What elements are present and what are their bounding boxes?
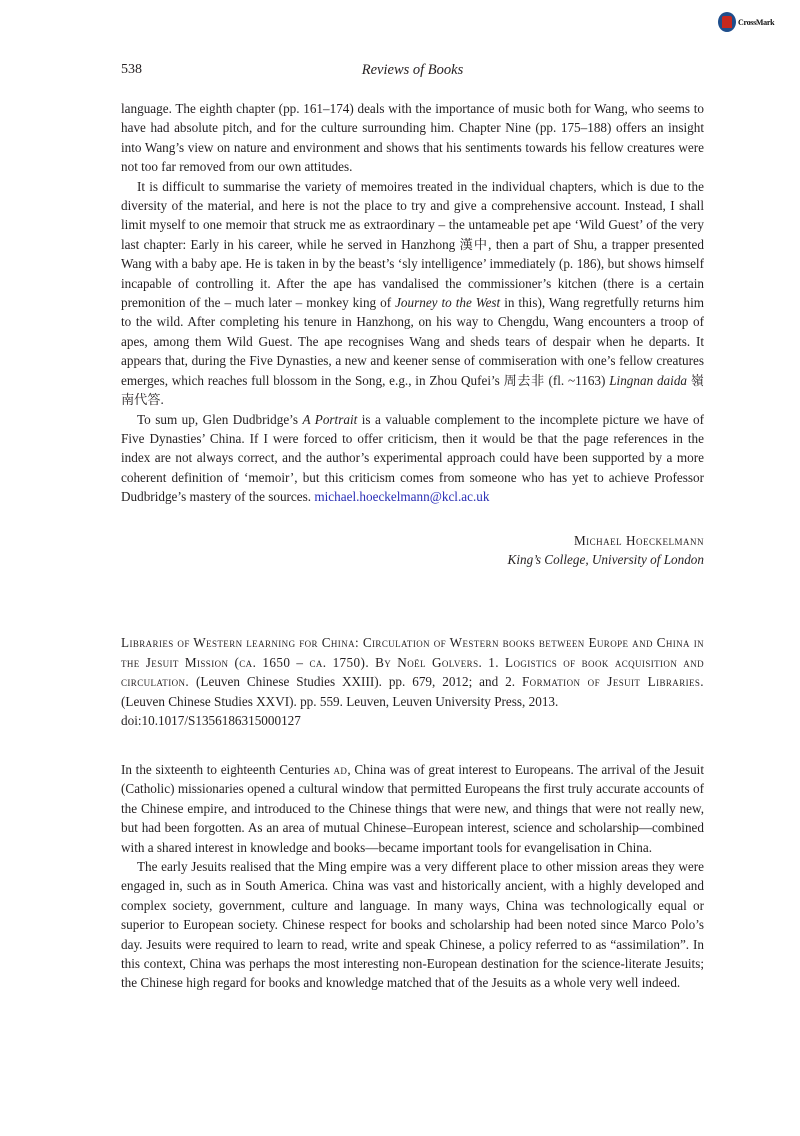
crossmark-icon bbox=[718, 12, 736, 32]
review-2-citation bbox=[121, 633, 704, 731]
text-span: , China was of great interest to Europeans. The arrival of the Jesuit (Catholic) missionaries opened a cultural window that permitted Europeans the first truly accurate accounts of the Chinese empire, and introduced to the Chinese things that were new, and things that were not really new, but had been forgotten. As an area of mutual Chinese–European interest, science and scholarship—combined with a shared interest in knowledge and books—became important tools for evangelisation in China. bbox=[121, 762, 704, 855]
review-1-body bbox=[121, 99, 704, 507]
text-span: is a valuable complement to the incomplete picture we have of Five Dynasties’ China. If I were forced to offer criticism, then it would be that the page references in the index are not always correct, and the author’s experimental approach could have been supported by a more coherent definition of ‘memoir’, but this criticism comes from someone who has yet to achieve Professor Dudbridge’s mastery of the sources. bbox=[121, 411, 704, 505]
review-2-paragraph-2: The early Jesuits realised that the Ming empire was a very different place to other mission areas they were engaged in, such as in South America. China was vast and historically ancient, with a highly developed and complex society, government, culture and language. In many ways, China was technologically equal or superior to European society. Chinese respect for books and scholarship had been noted since Marco Polo’s day. Jesuits were required to learn to read, write and speak Chinese, a policy referred to as “assimilation”. In this context, China was perhaps the most interesting non-European destination for the science-literate Jesuits; the Chinese high regard for books and knowledge matched that of the Jesuits as a whole very well indeed. bbox=[121, 859, 704, 991]
era-abbreviation: ad bbox=[333, 762, 348, 777]
crossmark-badge[interactable] bbox=[718, 12, 774, 32]
reviewer-email-link[interactable]: michael.hoeckelmann@kcl.ac.uk bbox=[314, 489, 490, 505]
reviewer-affiliation: King’s College, University of London bbox=[507, 552, 704, 567]
book-title-a-portrait: A Portrait bbox=[302, 411, 358, 427]
running-head bbox=[121, 62, 704, 82]
citation-publisher: (Leuven Chinese Studies XXVI). pp. 559. Leuven, Leuven University Press, 2013. bbox=[121, 693, 559, 709]
reviewer-name: Michael Hoeckelmann bbox=[573, 533, 704, 548]
text-span: 嶺南代答. bbox=[121, 372, 704, 408]
text-span: In the sixteenth to eighteenth Centuries bbox=[121, 762, 334, 777]
citation-title-2: Formation of Jesuit Libraries. bbox=[521, 674, 705, 690]
page-number: 538 bbox=[121, 62, 142, 77]
crossmark-label: CrossMark bbox=[738, 17, 775, 27]
doi: doi:10.1017/S1356186315000127 bbox=[121, 713, 301, 729]
review-1-paragraph-2 bbox=[121, 177, 704, 410]
citation-details: (Leuven Chinese Studies XXIII). pp. 679, 2012; and 2. bbox=[189, 674, 522, 690]
review-1-paragraph-1: language. The eighth chapter (pp. 161–174) deals with the importance of music both for Wang, who seems to have had absolute pitch, and for the culture surrounding him. Chapter Nine (pp. 175–188) offers an insight into Wang’s view on nature and environment and shows that his sentiments towards his fellow creatures were not too far removed from our own attitudes. bbox=[121, 101, 704, 175]
journal-section-title: Reviews of Books bbox=[361, 62, 464, 78]
book-title-journey-to-the-west: Journey to the West bbox=[395, 295, 501, 311]
text-span: It is difficult to summarise the variety of memoires treated in the individual chapters, which is due to the diversity of the material, and here is not the place to try and give a comprehensive account. Instead, I shall limit myself to one memoir that struck me as extraordinary – the untameable pet ape ‘Wild Guest’ of the very last chapter: Early in his career, while he served in Hanzhong 漢中, then a part of Shu, a trapper presented Wang with a baby ape. He is taken in by the beast’s ‘sly intelligence’ immediately (p. 186), but shows himself incapable of controlling it. After the ape has vandalised the commissioner’s kitchen (there is a certain premonition of the – much later – monkey king of bbox=[121, 178, 704, 311]
review-2-paragraph-1 bbox=[121, 760, 704, 857]
book-title-lingnan-daida: Lingnan daida bbox=[609, 372, 688, 388]
text-span: in this), Wang regretfully returns him to the wild. After completing his tenure in Hanzhong, on his way to Chengdu, Wang encounters a troop of apes, among them Wild Guest. The ape recognises Wang and sheds tears of despair when he departs. It appears that, during the Five Dynasties, a new and keener sense of commiseration with one’s fellow creatures emerges, which reaches full blossom in the Song, e.g., in Zhou Qufei’s 周去非 (fl. ~1163) bbox=[121, 295, 705, 388]
citation-title: Libraries of Western learning for China: Circulation of Western books between Europe and China in the Jesuit Mission (ca. 1650 – ca. 1750). By Noël Golvers. 1. Logistics of book acquisition and circulation. bbox=[121, 635, 704, 690]
review-1-paragraph-3 bbox=[121, 410, 704, 507]
text-span: To sum up, Glen Dudbridge’s bbox=[137, 411, 303, 427]
review-2-body bbox=[121, 760, 704, 993]
